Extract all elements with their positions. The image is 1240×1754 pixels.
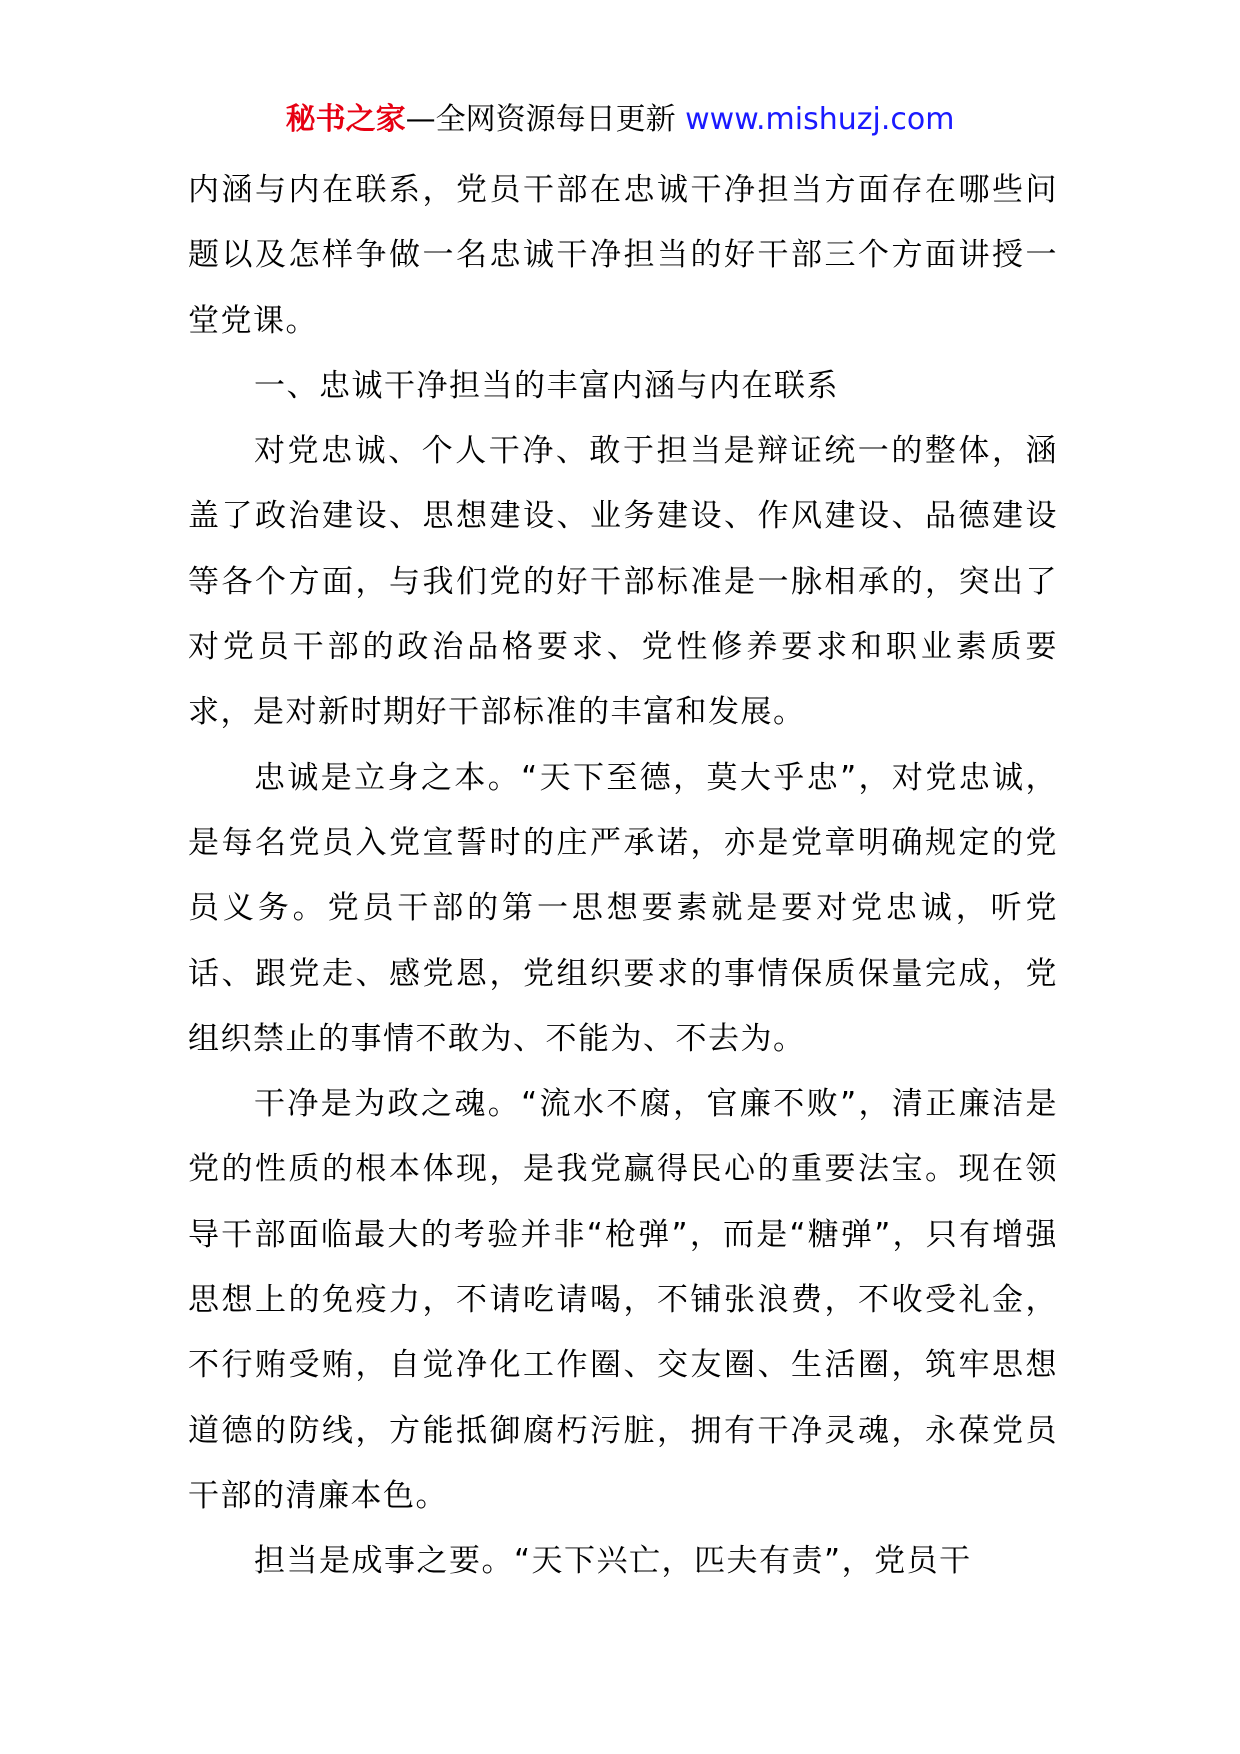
site-tagline: —全网资源每日更新 <box>405 102 686 137</box>
paragraph: 干净是为政之魂。“流水不腐，官廉不败”，清正廉洁是党的性质的根本体现，是我党赢得民心的重要法宝。现在领导干部面临最大的考验并非“枪弹”，而是“糖弹”，只有增强思想上的免疫力，不请吃请喝，不铺张浪费，不收受礼金，不行贿受贿，自觉净化工作圈、交友圈、生活圈，筑牢思想道德的防线，方能抵御腐朽污脏，拥有干净灵魂，永葆党员干部的清廉本色。 <box>188 1086 1058 1514</box>
site-url-link[interactable]: www.mishuzj.com <box>685 102 955 137</box>
site-header <box>0 100 1240 140</box>
paragraph: 忠诚是立身之本。“天下至德，莫大乎忠”，对党忠诚，是每名党员入党宣誓时的庄严承诺，亦是党章明确规定的党员义务。党员干部的第一思想要素就是要对党忠诚，听党话、跟党走、感党恩，党组织要求的事情保质保量完成，党组织禁止的事情不敢为、不能为、不去为。 <box>188 759 1058 1057</box>
document-body <box>188 158 1058 1595</box>
paragraph-continued: 内涵与内在联系，党员干部在忠诚干净担当方面存在哪些问题以及怎样争做一名忠诚干净担当的好干部三个方面讲授一堂党课。 <box>188 172 1058 339</box>
paragraph: 担当是成事之要。“天下兴亡，匹夫有责”，党员干 <box>254 1543 972 1580</box>
site-brand: 秘书之家 <box>285 102 406 137</box>
paragraph: 对党忠诚、个人干净、敢于担当是辩证统一的整体，涵盖了政治建设、思想建设、业务建设、作风建设、品德建设等各个方面，与我们党的好干部标准是一脉相承的，突出了对党员干部的政治品格要求、党性修养要求和职业素质要求，是对新时期好干部标准的丰富和发展。 <box>188 433 1058 731</box>
section-heading: 一、忠诚干净担当的丰富内涵与内在联系 <box>254 367 839 404</box>
